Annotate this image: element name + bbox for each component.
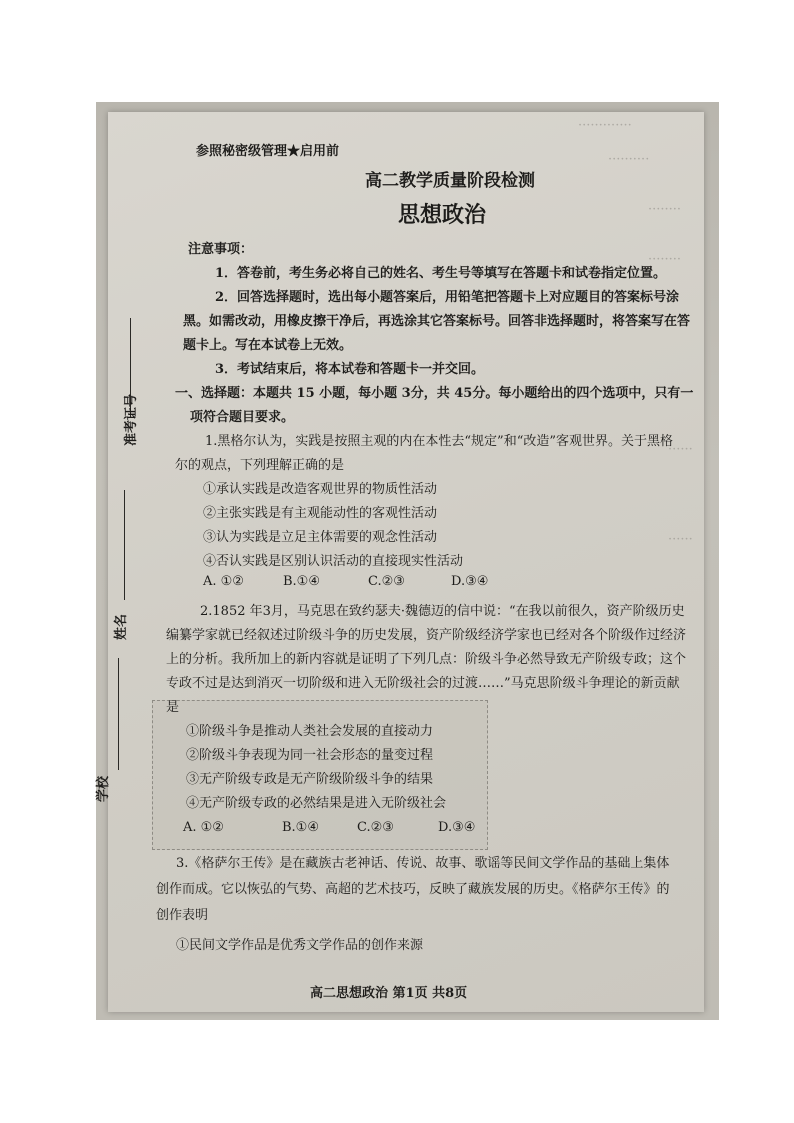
notice-item-3: 3．考试结束后，将本试卷和答题卡一并交回。 xyxy=(215,362,485,377)
q1-option-3: ③认为实践是立足主体需要的观念性活动 xyxy=(203,530,438,545)
notice-item-2-line-1: 2．回答选择题时，选出每小题答案后，用铅笔把答题卡上对应题目的答案标号涂 xyxy=(215,290,680,305)
subject-title: 思想政治 xyxy=(398,202,487,228)
q3-stem-line-2: 创作而成。它以恢弘的气势、高超的艺术技巧，反映了藏族发展的历史。《格萨尔王传》的 xyxy=(156,882,670,897)
bleed-text: ············· xyxy=(578,118,632,133)
q2-stem-line-3: 上的分析。我所加上的新内容就是证明了下列几点：阶级斗争必然导致无产阶级专政；这个 xyxy=(166,652,687,667)
exam-id-label: 准考证号 xyxy=(124,393,139,446)
notice-heading: 注意事项： xyxy=(188,242,254,257)
q2-choice-d: D.③④ xyxy=(438,820,476,835)
q1-choice-c: C.②③ xyxy=(368,574,405,589)
q1-stem-line-1: 1.黑格尔认为，实践是按照主观的内在本性去“规定”和“改造”客观世界。关于黑格 xyxy=(205,434,673,449)
q3-stem-line-1: 3.《格萨尔王传》是在藏族古老神话、传说、故事、歌谣等民间文学作品的基础上集体 xyxy=(176,856,670,871)
q1-choice-a: A. ①② xyxy=(203,574,244,589)
q1-option-4: ④否认实践是区别认识活动的直接现实性活动 xyxy=(203,554,464,569)
q1-stem-line-2: 尔的观点，下列理解正确的是 xyxy=(175,458,345,473)
page-footer: 高二思想政治 第1页 共8页 xyxy=(310,986,468,1001)
bleed-text: ·········· xyxy=(608,152,650,167)
bleed-text: ········ xyxy=(648,252,682,267)
school-line xyxy=(118,658,119,770)
q1-option-2: ②主张实践是有主观能动性的客观性活动 xyxy=(203,506,438,521)
notice-item-2-line-2: 黑。如需改动，用橡皮擦干净后，再选涂其它答案标号。回答非选择题时，将答案写在答 xyxy=(183,314,691,329)
q2-option-3: ③无产阶级专政是无产阶级阶级斗争的结果 xyxy=(186,772,434,787)
notice-item-2-line-3: 题卡上。写在本试卷上无效。 xyxy=(183,338,353,353)
q2-option-2: ②阶级斗争表现为同一社会形态的量变过程 xyxy=(186,748,434,763)
exam-title: 高二教学质量阶段检测 xyxy=(365,171,535,191)
q2-choice-c: C.②③ xyxy=(357,820,394,835)
bleed-text: ······ xyxy=(668,532,693,547)
q3-option-1: ①民间文学作品是优秀文学作品的创作来源 xyxy=(176,938,424,953)
bleed-text: ········ xyxy=(648,202,682,217)
q1-choice-b: B.①④ xyxy=(283,574,320,589)
q2-choice-b: B.①④ xyxy=(282,820,319,835)
name-label: 姓名 xyxy=(114,613,129,640)
section-heading-line-1: 一、选择题：本题共 15 小题，每小题 3分，共 45分。每小题给出的四个选项中，只有一 xyxy=(175,386,694,401)
notice-item-1: 1．答卷前，考生务必将自己的姓名、考生号等填写在答题卡和试卷指定位置。 xyxy=(215,266,667,281)
q2-stem-line-2: 编纂学家就已经叙述过阶级斗争的历史发展，资产阶级经济学家也已经对各个阶级作过经济 xyxy=(166,628,687,643)
q2-stem-line-4: 专政不过是达到消灭一切阶级和进入无阶级社会的过渡……”马克思阶级斗争理论的新贡献 xyxy=(166,676,680,691)
section-heading-line-2: 项符合题目要求。 xyxy=(190,410,295,425)
bleed-text: ······ xyxy=(668,442,693,457)
q2-stem-line-5: 是 xyxy=(166,700,180,715)
name-line xyxy=(124,490,125,600)
q2-option-4: ④无产阶级专政的必然结果是进入无阶级社会 xyxy=(186,796,447,811)
q2-option-1: ①阶级斗争是推动人类社会发展的直接动力 xyxy=(186,724,434,739)
q3-stem-line-3: 创作表明 xyxy=(156,908,209,923)
q1-option-1: ①承认实践是改造客观世界的物质性活动 xyxy=(203,482,438,497)
q2-stem-line-1: 2.1852 年3月，马克思在致约瑟夫·魏德迈的信中说：“在我以前很久，资产阶级历史 xyxy=(200,604,685,619)
school-label: 学校 xyxy=(96,775,111,802)
q1-choice-d: D.③④ xyxy=(451,574,489,589)
q2-choice-a: A. ①② xyxy=(183,820,224,835)
secret-label: 参照秘密级管理★启用前 xyxy=(196,144,340,159)
